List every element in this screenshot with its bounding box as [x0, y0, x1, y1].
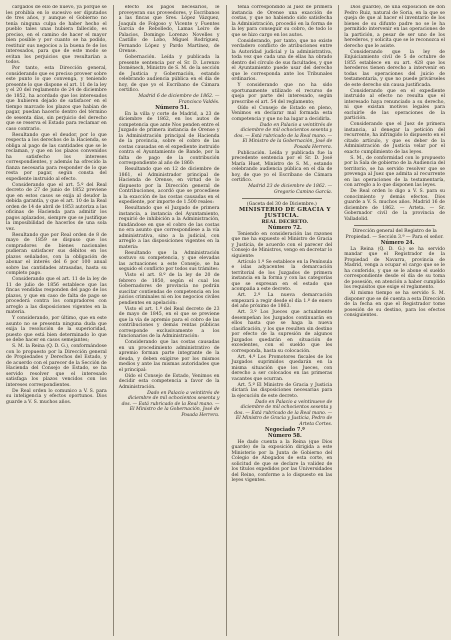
paragraph: Considerando que en el expediente instruido al efecto no resulta que el interesado haya renunciado a su derecho, ni que existan motivos legales para excluirle de las operaciones de la partición.	[344, 88, 445, 121]
paragraph: Art. 2.º La nueva demarcación empezará a regir desde el día 1.º de enero del año próximo de 1863.	[231, 293, 333, 309]
paragraph: He dado cuenta a la Reina (que Dios guarde) de la exposición dirigida a este Ministerio por la Junta de Gobierno del Colegio de Abogados de esta corte, en solicitud de que se declare la validez de los títulos expedidos por las Universidades del Reino, conforme a lo dispuesto en las leyes vigentes.	[231, 439, 333, 483]
paragraph: Publicación. Leída y publicada fue la precedente sentencia por el Sr. D. José María Huet, Ministro de S. M., estando celebrando audiencia pública en el día de hoy, de que yo el Escribano de Cámara certifico.	[231, 150, 333, 183]
paragraph: Dios guarde), de una exposición de don Pedro Ruiz, natural de Soria, en la que se queja de que al hacer el inventario de los bienes de su difunto padre no se le ha permitido intervenir en las operaciones de la partición, a pesar de ser uno de los herederos, y solicita que se le reconozca el derecho que le asiste.	[344, 5, 445, 49]
column-4	[338, 5, 445, 636]
centered-note: Dirección general del Registro de la Propiedad. — Sección 3.ª — Para el señor.	[345, 229, 444, 240]
section-number: Negociado 7.º	[264, 426, 305, 433]
paragraph: Resultando que el Juzgado de primera instancia, a instancia del Ayuntamiento, requirió de inhibición a la Administración, fundándose en que el cobro de las costas no era asunto que correspondiese a la vía administrativa, sino a la judicial, con arreglo a las disposiciones vigentes en la materia:	[118, 206, 220, 250]
paragraph: Resultando que el deudor, por lo que respecta a los derechos de la Hacienda, se obliga al pago de las cantidades que se le reclaman, y que en los plazos convenidos ha satisfecho los intereses correspondientes, y además ha ofrecido la fianza necesaria para responder de lo que resta por pagar, según consta del expediente instruido al efecto.	[6, 132, 107, 182]
paragraph: S. M., de conformidad con lo propuesto por la Sala de gobierno de la Audiencia del territorio, se ha servido resolver que se prevenga al Juez que admita al recurrente en las operaciones de la testamentaría, con arreglo a lo que disponen las leyes.	[344, 155, 445, 188]
paragraph: Oído el Consejo de Estado, Venimos en decidir esta competencia a favor de la Administración.	[118, 373, 220, 390]
paragraph: Gobernación. Leída y publicada la presente sentencia por el Sr. D. Lorenzo Doménech, Ministro de S. M. de la sección de Justicia y Gobernación, estando celebrando audiencia pública en el día de hoy, de que yo el Escribano de Cámara certifico.	[118, 55, 220, 93]
paragraph: Art. 5.º El Ministro de Gracia y Justicia dictará las disposiciones necesarias para la ejecución de este decreto.	[231, 382, 333, 399]
paragraph: Visto el art. 8.º de la ley de 20 de febrero de 1850, según el cual los Gobernadores de provincia no podrán suscitar contiendas de competencia en los juicios criminales ni en los negocios civiles pendientes en apelación:	[118, 273, 220, 306]
paragraph: Y considerando que no ha sido oportunamente utilizado el recurso de queja por parte del interesado, según prescribe el art. 54 del reglamento;	[231, 83, 333, 105]
paragraph: Y considerando, por último, que en este asunto no se presenta ninguna duda que exija la resolución de la superioridad, puesto que está bien determinado lo que se debe hacer en casos semejantes;	[6, 316, 107, 343]
section-divider	[242, 198, 323, 199]
section-divider	[354, 225, 435, 226]
paragraph: Al mismo tiempo se ha servido S. M. disponer que se dé cuenta a esta Dirección de la fecha en que el Registrador tome posesión de su destino, para los efectos consiguientes.	[344, 291, 445, 318]
column-1	[6, 5, 107, 636]
paragraph: S. M. la Reina (Q. D. G.), conformándose con lo propuesto por la Dirección general de Propiedades y Derechos del Estado, y de acuerdo con el parecer de la Sección de Hacienda del Consejo de Estado, se ha servido resolver que el interesado satisfaga los plazos vencidos con los intereses correspondientes.	[6, 344, 107, 388]
paragraph: Artículo 1.º Se establece en la Península e islas adyacentes la demarcación territorial de los Juzgados de primera instancia en la forma y con las categorías que se expresan en el estado que acompaña a este decreto.	[231, 259, 333, 292]
paragraph: Resultando que en 12 de diciembre de 1861, el Administrador principal de Hacienda de Orense, en virtud de lo dispuesto por la Dirección general de Contribuciones, acordó que se procediese a la exacción de las costas causadas en el expediente, por importe de 1.500 reales:	[118, 167, 220, 205]
section-number: Número 24.	[380, 239, 415, 246]
signature-line: Dado en Palacio a veintitrés de diciembre de mil ochocientos sesenta y dos. — Está rubricado de la Real mano. — El Ministro de la Gobernación, José de Posada Herrera.	[234, 122, 333, 150]
paragraph: Considerando que la ley de Enjuiciamiento civil de 5 de octubre de 1855 establece en su art. 428 que los herederos tienen derecho a intervenir en todas las operaciones del juicio de testamentaría, y que no puede privárseles de este derecho sin causa justificada.	[344, 49, 445, 88]
paragraph: Por tanto, esta Dirección general, considerando que es preciso proveer sobre este punto lo que convenga, y teniendo presente lo que dispone el art. 11 de la ley y el 20 del reglamento de 24 de diciembre de 1852, ha acordado que los interesados que hubieren dejado de satisfacer en el tiempo marcado los plazos que habían de pagar, puedan hacerlo dentro del término de sesenta días, sin perjuicio del derecho que se reserva el Estado para reclamar en caso contrario.	[6, 66, 107, 132]
paragraph: En la villa y corte de Madrid, a 23 de diciembre de 1862, en los autos de competencia que ante Nos penden entre el Juzgado de primera instancia de Orense y la Administración principal de Hacienda de la provincia, sobre el cobro de las costas causadas en el expediente instruido contra el Ayuntamiento de Bande, por la falta de pago de la contribución correspondiente al año de 1860:	[118, 111, 220, 166]
centered-note: (Gaceta del 30 de Diciembre.)	[246, 202, 317, 207]
paragraph: Visto el art. 1.º del Real decreto de 23 de mayo de 1845, en el que se previene que la vía de apremio para el cobro de las contribuciones y demás rentas públicas corresponde exclusivamente a los funcionarios de la Administración:	[118, 306, 220, 339]
paragraph: Oído el Consejo de Estado en pleno, Venimos en declarar mal formada esta competencia y que no ha lugar a decidirla.	[231, 105, 333, 122]
column-2	[113, 5, 220, 636]
paragraph: Art. 3.º Los Jueces que actualmente desempeñan los Juzgados continuarán en ellos hasta que se haga la nueva clasificación, y los que resulten sin destino por efecto de la supresión de algunos Juzgados quedarán en situación de excedentes, con el sueldo que les corresponda, hasta su colocación.	[231, 310, 333, 354]
paragraph: Teniendo en consideración las razones que me ha expuesto el Ministro de Gracia y Justicia, de acuerdo con el parecer del Consejo de Ministros, vengo en decretar lo siguiente:	[231, 231, 333, 259]
paragraph: Considerando, por tanto, que no existe verdadero conflicto de atribuciones entre la Autoridad judicial y la administrativa, toda vez que cada una de ellas ha obrado dentro del círculo de sus facultades, y que el Ayuntamiento puede usar del derecho que le corresponda ante los Tribunales ordinarios.	[231, 38, 333, 82]
paragraph: Considerando que las costas causadas en un procedimiento administrativo de apremio forman parte integrante de la deuda, y deben exigirse por los mismos medios y ante las mismas autoridades que el principal:	[118, 340, 220, 373]
paragraph: Considerando que el art. 11 de la ley de 11 de julio de 1856 establece que las fincas vendidas responden del pago de los plazos, y que en caso de falta de pago se procederá contra los compradores con arreglo a las disposiciones vigentes en la materia.	[6, 277, 107, 315]
section-subheading: REAL DECRETO.	[261, 218, 309, 225]
section-number: Número 72.	[268, 224, 302, 231]
paragraph: Considerando que el art. 5.º del Real decreto de 27 de junio de 1852 previene que en estos casos se exija al deudor la debida garantía, y que el art. 10 de la Real orden de 14 de abril de 1853 autoriza a las oficinas de Hacienda para admitir los pagos aplazados, siempre que se justifique la imposibilidad de hacerlos de una sola vez.	[6, 182, 107, 232]
section-number: Número 51.	[155, 104, 189, 111]
paragraph: efecto los pagos necesarios, le proveyeran sus proveedores, y Escribanos a las fincas que Sres. López Vázquez, Joaquín de Folgoso y Vicente y Fuentes García de Rebolledo, Lamas Leiro de Palacios, Domingo Lorenzo Novelles y Castillo de Lobo, Miguel Rodríguez, Fernando López y Pardo Martínez, de Orense.	[118, 5, 220, 54]
paragraph: tenía correspondido al Juez de primera instancia de Orense una exacción de costas, y que no habiendo sido satisfecha la Administración, procedió en la forma de la ley para conseguir su cobro, de todo lo que se hizo cargo en los autos.	[231, 5, 333, 38]
paragraph: La Reina (Q. D. G.) se ha servido mandar que el Registrador de la Propiedad de Navarra, provincia de Madrid, venga a ocupar el cargo que se le ha conferido, y que se le abone el sueldo correspondiente desde el día de su toma de posesión, en atención a haber cumplido los requisitos que exige el reglamento.	[344, 246, 445, 290]
section-heading: MINISTERIO DE GRACIA Y JUSTICIA.	[238, 207, 331, 219]
paragraph: De Real orden lo digo a V. S. para su conocimiento y demás efectos. Dios guarde a V. S. muchos años. Madrid 16 de diciembre de 1862. — Arteta. — Sr. Gobernador civil de la provincia de Valladolid.	[344, 189, 445, 222]
paragraph: Considerando que el Juez de primera instancia, al denegar la petición del recurrente, ha infringido lo dispuesto en el citado artículo, y que es deber de la Administración de Justicia velar por el exacto cumplimiento de las leyes.	[344, 122, 445, 155]
paragraph: cargados de ello de nuevo, ya porque se les prohibía en lo sucesivo ser diputados de tres años, y aunque el Gobierno no tenía ninguna culpa de haber hecho el pueblo tales unas hubiera fallecido, es preciso, en el camino de hacer el mayor bien posible y por cuanto se ha podido, restituir sus negocios a la buena fe de los interesados, para que de este modo se evitan los perjuicios que resultarían a todos.	[6, 5, 107, 65]
paragraph: Art. 4.º Los Promotores fiscales de los Juzgados suprimidos quedarán en la misma situación que los Jueces, con derecho a ser colocados en las primeras vacantes que ocurran.	[231, 354, 333, 382]
paragraph: De Real orden lo comunico a V. S. para su inteligencia y efectos oportunos. Dios guarde a V. S. muchos años.	[6, 388, 107, 405]
paragraph: Resultando que la Administración sostuvo su competencia, y que elevadas las actuaciones a este Consejo, se ha seguido el conflicto por todos sus trámites:	[118, 250, 220, 272]
paragraph: Resultando que por Real orden de 8 de mayo de 1859 se dispuso que los compradores de bienes nacionales pudieran satisfacer sus débitos en los plazos señalados, con la obligación de abonar el interés del 6 por 100 anual sobre las cantidades atrasadas, hasta su completo pago.	[6, 232, 107, 276]
signature-line: Madrid 23 de diciembre de 1862. — Gregorio Camino García.	[248, 184, 333, 195]
section-number: Número 58.	[268, 432, 302, 439]
column-3	[226, 5, 333, 636]
signature-line: Dado en Palacio a veintinueve de diciembre de mil ochocientos sesenta y dos. — Está rubricado de la Real mano. — El Ministro de Gracia y Justicia, Pedro de Arteta Cortes.	[234, 399, 333, 427]
signature-line: Dado en Palacio a veintitrés de diciembre de mil ochocientos sesenta y dos. — Está rubricado de la Real mano. — El Ministro de la Gobernación, José de Posada Herrera.	[121, 390, 220, 418]
signature-line: Madrid 6 de diciembre de 1862. — Francisco Valdés.	[138, 94, 220, 105]
